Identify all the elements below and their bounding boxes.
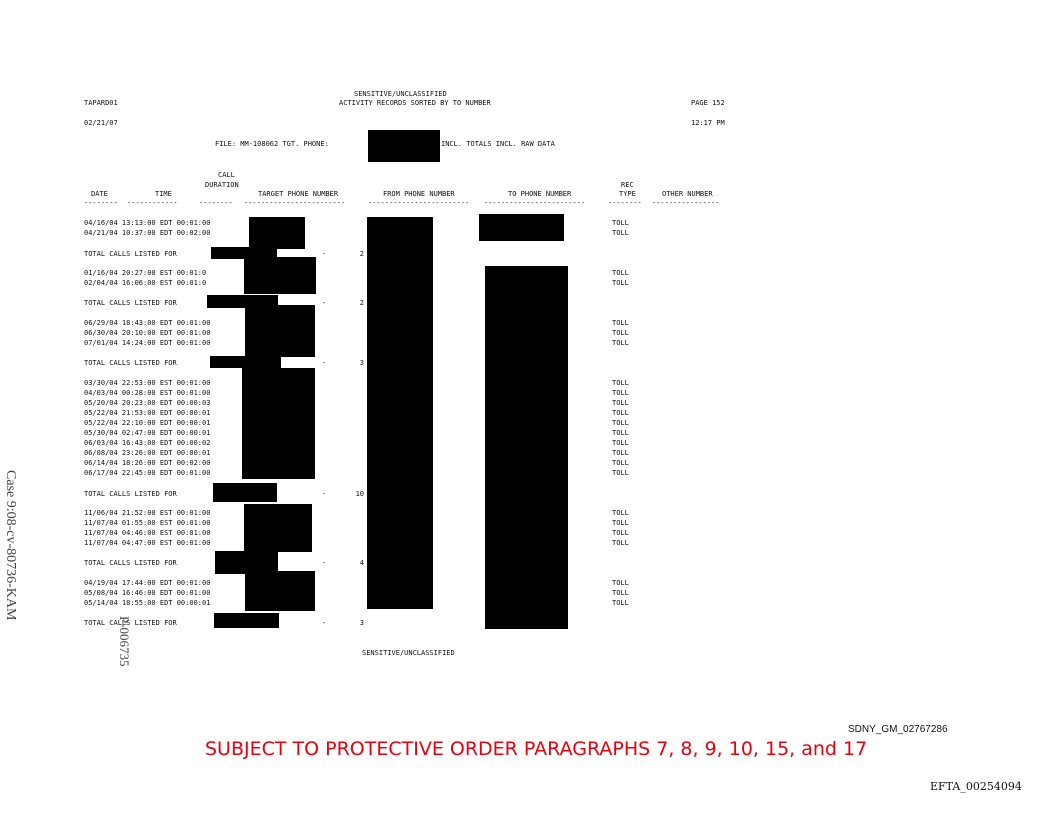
bates-number: SDNY_GM_02767286 <box>848 724 948 735</box>
record-type: TOLL <box>612 399 629 407</box>
redaction-total-number <box>213 483 277 502</box>
total-label: TOTAL CALLS LISTED FOR <box>84 559 177 567</box>
record-type: TOLL <box>612 439 629 447</box>
total-label: TOTAL CALLS LISTED FOR <box>84 299 177 307</box>
record-text: 06/08/04 23:26:00 EDT 00:00:01 <box>84 449 211 457</box>
total-dash: - <box>322 250 327 258</box>
col-call-label: CALL <box>218 171 235 179</box>
record-type: TOLL <box>612 599 629 607</box>
report-date: 02/21/07 <box>84 119 118 127</box>
redaction-target <box>245 571 315 611</box>
col-date: DATE <box>91 190 108 198</box>
record-type: TOLL <box>612 329 629 337</box>
page-number: PAGE 152 <box>691 99 725 107</box>
record-type: TOLL <box>612 319 629 327</box>
redaction-target <box>245 305 315 357</box>
col-target-number: TARGET PHONE NUMBER <box>258 190 339 198</box>
record-type: TOLL <box>612 339 629 347</box>
record-text: 06/14/04 18:26:00 EDT 00:02:00 <box>84 459 211 467</box>
total-count: 2 <box>359 250 364 258</box>
total-dash: - <box>322 559 327 567</box>
redaction-total-number <box>210 356 281 368</box>
redaction-target <box>242 368 315 479</box>
report-title: ACTIVITY RECORDS SORTED BY TO NUMBER <box>339 99 491 107</box>
record-text: 06/29/04 18:43:00 EDT 00:01:00 <box>84 319 211 327</box>
record-text: 05/20/04 20:23:00 EDT 00:00:03 <box>84 399 211 407</box>
total-dash: - <box>322 359 327 367</box>
record-text: 05/14/04 18:55:00 EDT 00:00:01 <box>84 599 211 607</box>
dash-to: ------------------------ <box>484 199 586 207</box>
file-info-suffix: INCL. TOTALS INCL. RAW DATA <box>441 140 555 148</box>
redaction-to-number <box>479 214 564 241</box>
redaction-target <box>249 217 305 249</box>
record-text: 04/16/04 13:13:00 EDT 00:01:00 <box>84 219 215 227</box>
dash-from: ------------------------ <box>368 199 470 207</box>
redaction-target-phone <box>368 130 440 162</box>
record-text: 11/07/04 04:46:00 EST 00:01:00 <box>84 529 211 537</box>
dash-other: ---------------- <box>652 199 720 207</box>
record-type: TOLL <box>612 449 629 457</box>
record-type: TOLL <box>612 469 629 477</box>
record-type: TOLL <box>612 529 629 537</box>
col-rec-label: REC <box>621 181 634 189</box>
record-type: TOLL <box>612 219 629 227</box>
record-text: 05/30/04 02:47:00 EDT 00:00:01 <box>84 429 211 437</box>
dash-time: ------------ <box>127 199 178 207</box>
record-text: 05/08/04 16:46:00 EDT 00:01:00 <box>84 589 211 597</box>
record-type: TOLL <box>612 379 629 387</box>
redaction-target <box>244 504 312 552</box>
record-text: 04/21/04 10:37:00 EDT 00:02:00 <box>84 229 215 237</box>
record-text: 06/03/04 16:43:00 EDT 00:00:02 <box>84 439 211 447</box>
report-id: TAPARD01 <box>84 99 118 107</box>
record-text: 03/30/04 22:53:00 EST 00:01:00 <box>84 379 211 387</box>
record-type: TOLL <box>612 509 629 517</box>
file-info-prefix: FILE: MM-108062 TGT. PHONE: <box>215 140 329 148</box>
record-text: 11/07/04 01:55:00 EST 00:01:00 <box>84 519 211 527</box>
dash-date: -------- <box>84 199 118 207</box>
total-count: 3 <box>359 359 364 367</box>
total-count: 10 <box>355 490 364 498</box>
record-text: 07/01/04 14:24:00 EDT 00:01:00 <box>84 339 211 347</box>
record-type: TOLL <box>612 279 629 287</box>
dash-type: -------- <box>608 199 642 207</box>
record-type: TOLL <box>612 579 629 587</box>
protective-order-notice: SUBJECT TO PROTECTIVE ORDER PARAGRAPHS 7, 8, 9, 10, 15, and 17 <box>205 738 868 760</box>
total-dash: - <box>322 619 327 627</box>
record-type: TOLL <box>612 429 629 437</box>
record-text: 01/16/04 20:27:00 EST 00:01:0 <box>84 269 207 277</box>
col-duration-label: DURATION <box>205 181 239 189</box>
efta-number: EFTA_00254094 <box>930 780 1022 793</box>
dash-target: ------------------------ <box>244 199 346 207</box>
total-count: 2 <box>359 299 364 307</box>
redaction-to-number-column <box>485 266 568 629</box>
report-time: 12:17 PM <box>691 119 725 127</box>
record-text: 06/30/04 20:10:00 EDT 00:01:00 <box>84 329 211 337</box>
record-text: 04/19/04 17:44:00 EDT 00:01:00 <box>84 579 211 587</box>
col-other-number: OTHER NUMBER <box>662 190 713 198</box>
redaction-total-number <box>214 613 279 628</box>
redaction-target <box>244 257 316 294</box>
record-type: TOLL <box>612 419 629 427</box>
record-type: TOLL <box>612 589 629 597</box>
record-text: 02/04/04 16:06:00 EST 00:01:0 <box>84 279 207 287</box>
total-label: TOTAL CALLS LISTED FOR <box>84 619 177 627</box>
record-type: TOLL <box>612 409 629 417</box>
redaction-from-number-column <box>367 217 433 609</box>
record-type: TOLL <box>612 229 629 237</box>
record-type: TOLL <box>612 269 629 277</box>
exhibit-stamp: P-006735 <box>117 616 132 667</box>
record-type: TOLL <box>612 389 629 397</box>
total-dash: - <box>322 299 327 307</box>
col-to-number: TO PHONE NUMBER <box>508 190 572 198</box>
col-from-number: FROM PHONE NUMBER <box>383 190 455 198</box>
record-text: 04/03/04 00:28:00 EST 00:01:00 <box>84 389 211 397</box>
total-label: TOTAL CALLS LISTED FOR <box>84 250 177 258</box>
case-stamp: Case 9:08-cv-80736-KAM <box>3 470 18 621</box>
total-count: 4 <box>359 559 364 567</box>
col-type: TYPE <box>619 190 636 198</box>
record-text: 11/06/04 21:52:00 EST 00:01:00 <box>84 509 211 517</box>
header-classification: SENSITIVE/UNCLASSIFIED <box>354 90 447 98</box>
footer-classification: SENSITIVE/UNCLASSIFIED <box>362 649 455 657</box>
record-type: TOLL <box>612 459 629 467</box>
record-text: 11/07/04 04:47:00 EST 00:01:00 <box>84 539 211 547</box>
dash-duration: -------- <box>199 199 233 207</box>
record-text: 06/17/04 22:45:00 EDT 00:01:00 <box>84 469 211 477</box>
record-type: TOLL <box>612 539 629 547</box>
record-text: 05/22/04 22:10:00 EDT 00:00:01 <box>84 419 211 427</box>
total-label: TOTAL CALLS LISTED FOR <box>84 490 177 498</box>
col-time: TIME <box>155 190 172 198</box>
total-dash: - <box>322 490 327 498</box>
record-text: 05/22/04 21:53:00 EDT 00:00:01 <box>84 409 211 417</box>
record-type: TOLL <box>612 519 629 527</box>
total-label: TOTAL CALLS LISTED FOR <box>84 359 177 367</box>
total-count: 3 <box>359 619 364 627</box>
